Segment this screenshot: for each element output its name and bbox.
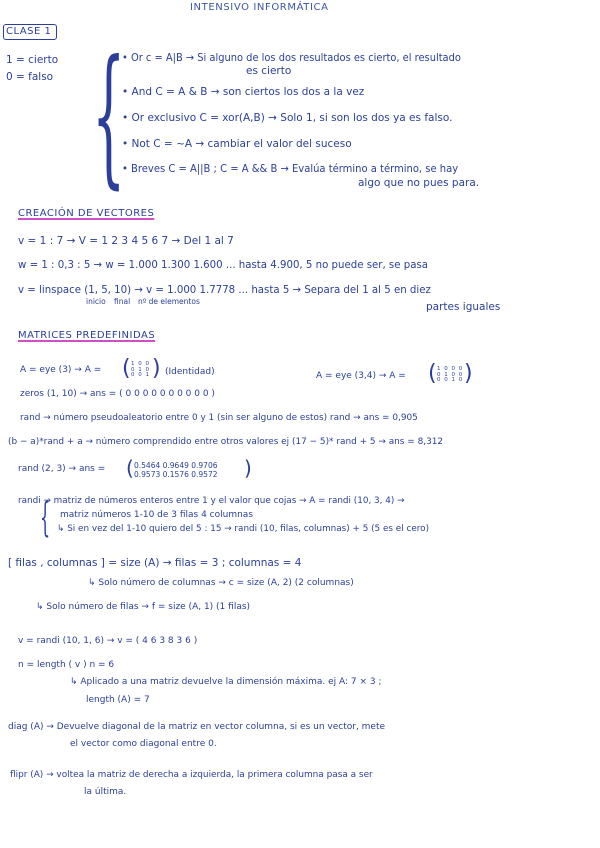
length-line1: n = length ( v ) n = 6 xyxy=(18,660,115,670)
op-or: • Or c = A|B → Si alguno de los dos resultados es cierto, el resultado xyxy=(122,52,461,64)
clase-label: CLASE 1 xyxy=(6,26,52,37)
diag-line2: el vector como diagonal entre 0. xyxy=(70,739,217,749)
eye34-matrix: 1 0 0 0 0 1 0 0 0 0 1 0 xyxy=(437,366,464,383)
op-xor: • Or exclusivo C = xor(A,B) → Solo 1, si son los dos ya es falso. xyxy=(122,112,453,124)
rand-line2: (b − a)*rand + a → número comprendido entre otros valores ej (17 − 5)* rand + 5 → ans = 8,312 xyxy=(8,437,444,447)
vec-line3: v = linspace (1, 5, 10) → v = 1.000 1.7778 ... hasta 5 → Separa del 1 al 5 en diez xyxy=(18,284,431,296)
vec-sub-final: final xyxy=(114,297,131,306)
eye3-identidad: (Identidad) xyxy=(165,367,215,377)
eye34-line: A = eye (3,4) → A = xyxy=(316,371,406,381)
rand-line3: rand (2, 3) → ans = xyxy=(18,464,106,474)
rand3-paren-close: ) xyxy=(244,456,252,480)
op-breves-cont: algo que no pues para. xyxy=(358,177,480,189)
op-breves: • Breves C = A||B ; C = A && B → Evalúa término a término, se hay xyxy=(122,163,459,175)
op-not: • Not C = ~A → cambiar el valor del suceso xyxy=(122,138,352,150)
eye3-paren-open: ( xyxy=(122,356,131,381)
eye34-paren-open: ( xyxy=(428,361,437,386)
rand3-row1: 0.5464 0.9649 0.9706 xyxy=(134,461,218,470)
size-line1: [ filas , columnas ] = size (A) → filas = 3 ; columnas = 4 xyxy=(8,557,302,569)
rand3-paren-open: ( xyxy=(126,456,134,480)
length-line3: length (A) = 7 xyxy=(86,695,150,705)
diag-line1: diag (A) → Devuelve diagonal de la matriz en vector columna, si es un vector, mete xyxy=(8,722,386,732)
eye3-line: A = eye (3) → A = xyxy=(20,365,102,375)
matrices-heading: MATRICES PREDEFINIDAS xyxy=(18,330,156,341)
randi-line1: randi → matriz de números enteros entre 1 y el valor que cojas → A = randi (10, 3, 4) → xyxy=(18,496,405,506)
vec-sub-elementos: nº de elementos xyxy=(138,297,200,306)
rand-line1: rand → número pseudoaleatorio entre 0 y 1 (sin ser alguno de estos) rand → ans = 0,905 xyxy=(20,413,418,423)
page-title: INTENSIVO INFORMÁTICA xyxy=(190,2,329,13)
flipr-line1: flipr (A) → voltea la matriz de derecha a izquierda, la primera columna pasa a ser xyxy=(10,770,373,780)
randi-brace: { xyxy=(40,495,51,541)
ops-brace: { xyxy=(92,29,126,203)
rand3-row2: 0.9573 0.1576 0.9572 xyxy=(134,470,218,479)
randi-vector-line: v = randi (10, 1, 6) → v = ( 4 6 3 8 3 6 ) xyxy=(18,636,198,646)
size-line2: ↳ Solo número de columnas → c = size (A, 2) (2 columnas) xyxy=(88,578,354,588)
flipr-line2: la última. xyxy=(84,787,127,797)
randi-line3: ↳ Si en vez del 1-10 quiero del 5 : 15 → randi (10, filas, columnas) + 5 (5 es el cero) xyxy=(57,524,430,534)
vec-line2: w = 1 : 0,3 : 5 → w = 1.000 1.300 1.600 ... hasta 4.900, 5 no puede ser, se pasa xyxy=(18,259,429,271)
eye3-matrix: 1 0 0 0 1 0 0 0 1 xyxy=(131,361,150,378)
vec-sub-inicio: inicio xyxy=(86,297,106,306)
eye34-paren-close: ) xyxy=(464,361,473,386)
length-line2: ↳ Aplicado a una matriz devuelve la dimensión máxima. ej A: 7 × 3 ; xyxy=(70,677,382,687)
eye3-paren-close: ) xyxy=(152,356,161,381)
legend-cierto: 1 = cierto xyxy=(6,54,59,66)
vec-line1: v = 1 : 7 → V = 1 2 3 4 5 6 7 → Del 1 al 7 xyxy=(18,235,234,247)
vectores-heading: CREACIÓN DE VECTORES xyxy=(18,208,155,219)
op-or-cont: es cierto xyxy=(246,65,292,77)
randi-line2: matriz números 1-10 de 3 filas 4 columnas xyxy=(60,510,254,520)
zeros-line: zeros (1, 10) → ans = ( 0 0 0 0 0 0 0 0 0 0 ) xyxy=(20,389,215,399)
vec-line3b: partes iguales xyxy=(426,301,501,313)
size-line3: ↳ Solo número de filas → f = size (A, 1) (1 filas) xyxy=(36,602,251,612)
op-and: • And C = A & B → son ciertos los dos a la vez xyxy=(122,86,365,98)
legend-falso: 0 = falso xyxy=(6,71,54,83)
